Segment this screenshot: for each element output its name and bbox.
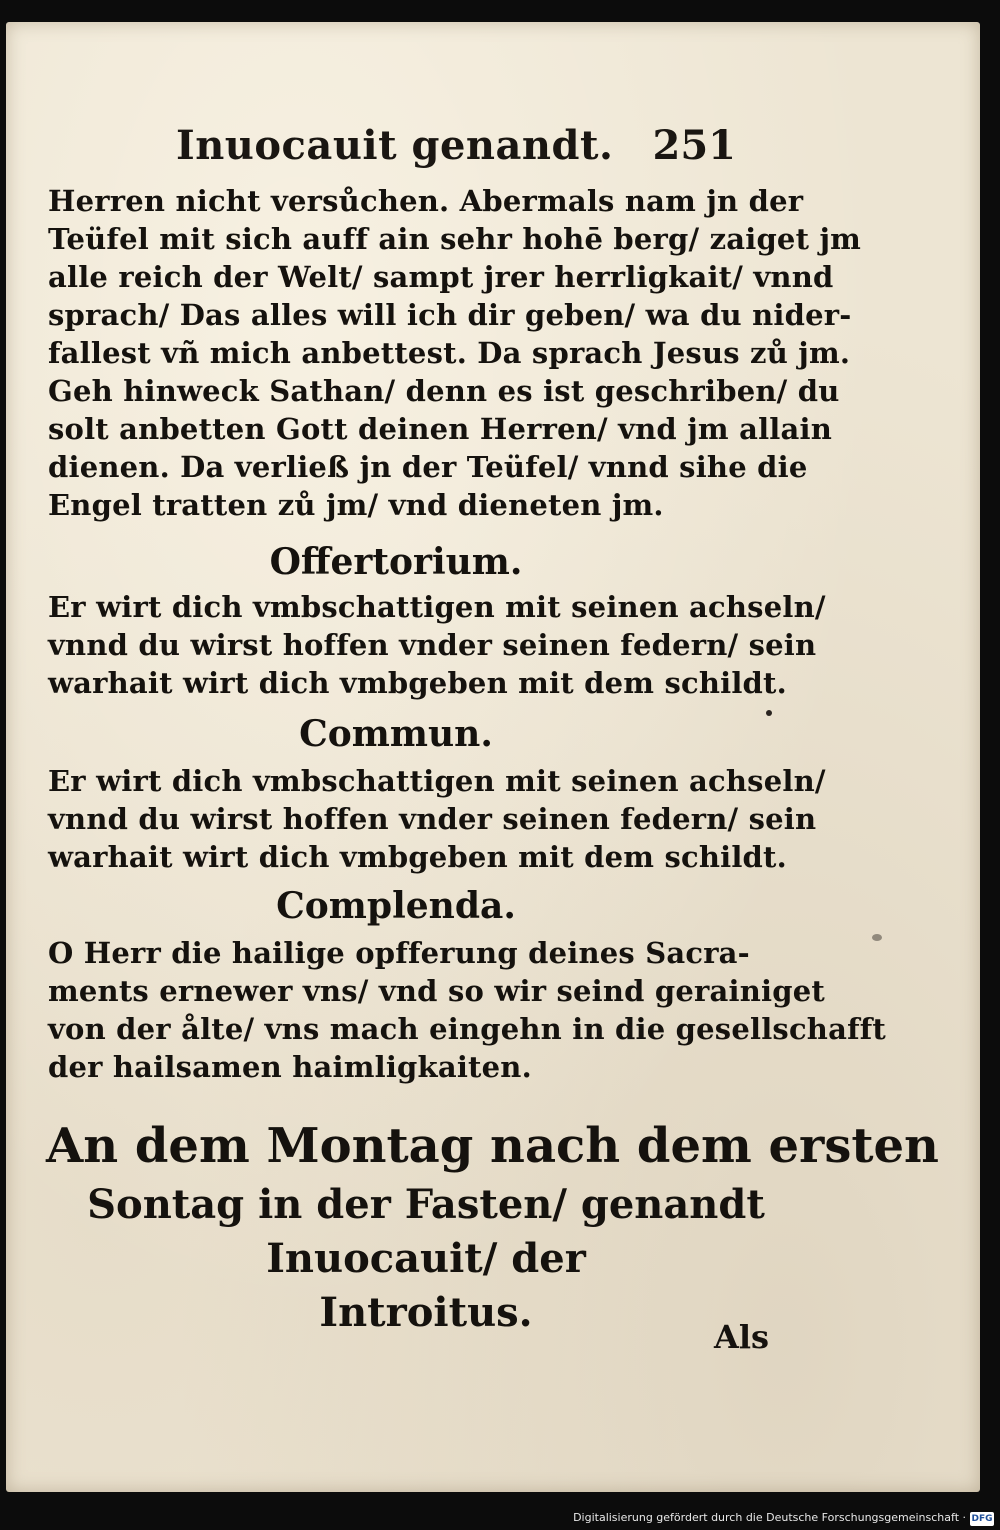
title-line: Sontag in der Fasten/ genandt bbox=[87, 1181, 765, 1228]
text-line: dienen. Da verließ jn der Teüfel/ vnnd sihe die bbox=[48, 450, 808, 484]
text-line: warhait wirt dich vmbgeben mit dem schildt. bbox=[48, 840, 787, 874]
complenda-heading: Complenda. bbox=[276, 885, 516, 927]
page-number: 251 bbox=[652, 122, 736, 169]
dfg-logo-text: DFG bbox=[971, 1514, 993, 1524]
book-page bbox=[6, 22, 980, 1492]
complenda-text bbox=[48, 934, 887, 1086]
catchword: Als bbox=[714, 1318, 769, 1356]
text-line: von der ålte/ vns mach eingehn in die gesellschafft bbox=[48, 1012, 887, 1046]
next-section-title bbox=[46, 1114, 939, 1340]
text-line: fallest vñ mich anbettest. Da sprach Jesus zů jm. bbox=[48, 336, 851, 370]
commun-heading: Commun. bbox=[299, 713, 493, 755]
text-line: Engel tratten zů jm/ vnd dieneten jm. bbox=[48, 488, 664, 522]
ink-speck bbox=[766, 710, 772, 716]
text-line: Er wirt dich vmbschattigen mit seinen achseln/ bbox=[48, 764, 826, 798]
running-head bbox=[176, 122, 736, 172]
text-line: solt anbetten Gott deinen Herren/ vnd jm allain bbox=[48, 412, 832, 446]
offertorium-text bbox=[48, 588, 826, 702]
digitization-credit: Digitalisierung gefördert durch die Deutsche Forschungsgemeinschaft · bbox=[573, 1511, 966, 1524]
text-line: vnnd du wirst hoffen vnder seinen federn/ sein bbox=[48, 628, 817, 662]
text-line: vnnd du wirst hoffen vnder seinen federn/ sein bbox=[48, 802, 817, 836]
running-title: Inuocauit genandt. bbox=[176, 122, 614, 169]
text-line: Teüfel mit sich auff ain sehr hohē berg/ zaiget jm bbox=[48, 222, 862, 256]
title-line: An dem Montag nach dem ersten bbox=[46, 1118, 939, 1174]
title-line: Introitus. bbox=[319, 1289, 533, 1336]
commun-text bbox=[48, 762, 826, 876]
text-line: warhait wirt dich vmbgeben mit dem schildt. bbox=[48, 666, 787, 700]
text-line: ments ernewer vns/ vnd so wir seind gerainiget bbox=[48, 974, 825, 1008]
text-line: der hailsamen haimligkaiten. bbox=[48, 1050, 532, 1084]
offertorium-heading: Offertorium. bbox=[269, 541, 523, 583]
text-line: sprach/ Das alles will ich dir geben/ wa du nider- bbox=[48, 298, 852, 332]
ink-speck bbox=[872, 934, 882, 941]
text-line: alle reich der Welt/ sampt jrer herrligkait/ vnnd bbox=[48, 260, 834, 294]
text-line: O Herr die hailige opfferung deines Sacra- bbox=[48, 936, 750, 970]
dfg-logo bbox=[970, 1512, 994, 1526]
text-line: Herren nicht versůchen. Abermals nam jn der bbox=[48, 184, 804, 218]
gospel-text bbox=[48, 182, 862, 524]
text-line: Er wirt dich vmbschattigen mit seinen achseln/ bbox=[48, 590, 826, 624]
title-line: Inuocauit/ der bbox=[266, 1235, 586, 1282]
text-line: Geh hinweck Sathan/ denn es ist geschriben/ du bbox=[48, 374, 840, 408]
